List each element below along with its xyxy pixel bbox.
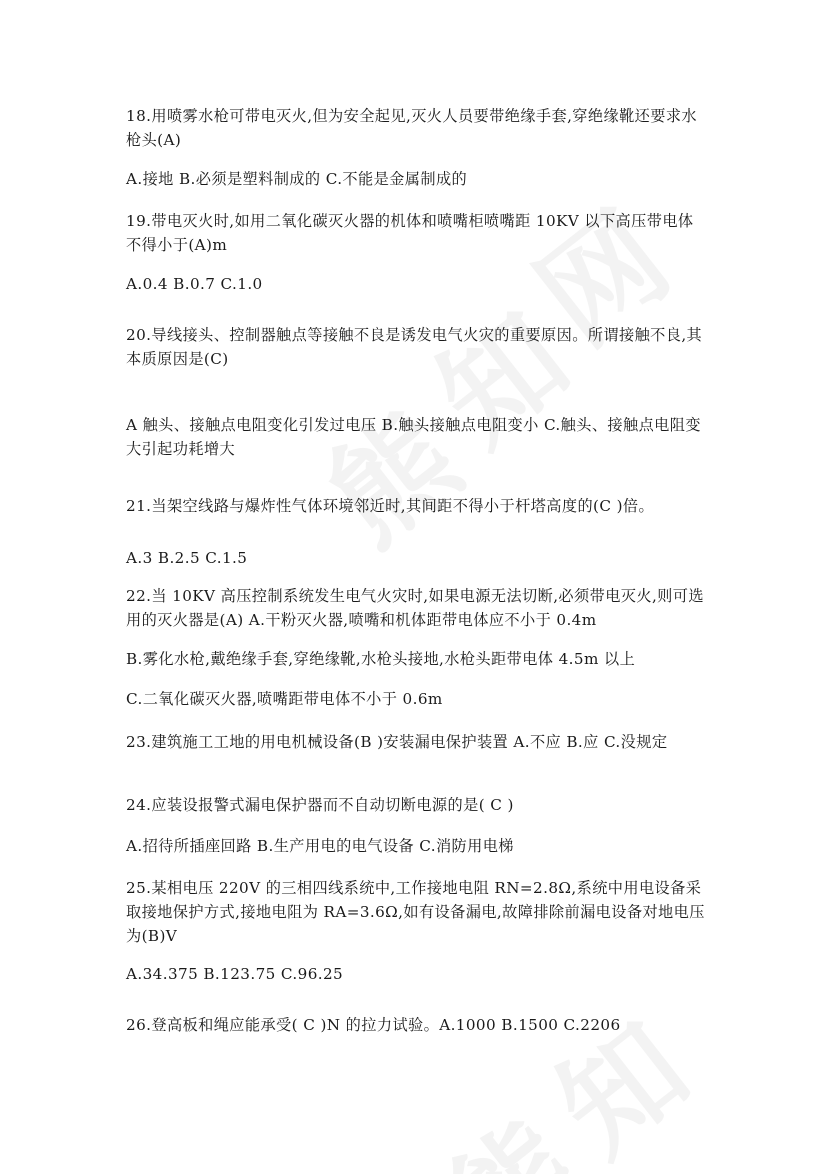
question-24-stem: 24.应装设报警式漏电保护器而不自动切断电源的是( C ) xyxy=(126,796,514,814)
watermark-glyph xyxy=(430,1106,598,1174)
question-20-options: A 触头、接触点电阻变化引发过电压 B.触头接触点电阻变小 C.触头、接触点电阻变大引起功耗增大 xyxy=(126,416,701,458)
question-24-options: A.招待所插座回路 B.生产用电的电气设备 C.消防用电梯 xyxy=(126,837,514,855)
question-18-options: A.接地 B.必须是塑料制成的 C.不能是金属制成的 xyxy=(126,170,468,188)
question-19-stem: 19.带电灭火时,如用二氧化碳灭火器的机体和喷嘴柜喷嘴距 10KV 以下高压带电体不得小于(A)m xyxy=(126,212,694,254)
question-25-stem: 25.某相电压 220V 的三相四线系统中,工作接地电阻 RN=2.8Ω,系统中用电设备采取接地保护方式,接地电阻为 RA=3.6Ω,如有设备漏电,故障排除前漏电设备对地电压为(B)V xyxy=(126,879,705,945)
question-21-options: A.3 B.2.5 C.1.5 xyxy=(126,549,248,567)
question-23-stem: 23.建筑施工工地的用电机械设备(B )安装漏电保护装置 A.不应 B.应 C.没规定 xyxy=(126,733,668,751)
question-21-stem: 21.当架空线路与爆炸性气体环境邻近时,其间距不得小于杆塔高度的(C )倍。 xyxy=(126,497,655,515)
question-18-stem: 18.用喷雾水枪可带电灭火,但为安全起见,灭火人员要带绝缘手套,穿绝缘靴还要求水枪头(A) xyxy=(126,107,698,149)
question-26-stem: 26.登高板和绳应能承受( C )N 的拉力试验。A.1000 B.1500 C.2206 xyxy=(126,1016,621,1034)
question-22-option-c: C.二氧化碳灭火器,喷嘴距带电体不小于 0.6m xyxy=(126,690,443,708)
question-25-options: A.34.375 B.123.75 C.96.25 xyxy=(126,965,344,983)
question-22-stem: 22.当 10KV 高压控制系统发生电气火灾时,如果电源无法切断,必须带电灭火,则可选用的灭火器是(A) A.干粉灭火器,喷嘴和机体距带电体应不小于 0.4m xyxy=(126,587,704,629)
question-20-stem: 20.导线接头、控制器触点等接触不良是诱发电气火灾的重要原因。所谓接触不良,其本质原因是(C) xyxy=(126,326,703,368)
question-19-options: A.0.4 B.0.7 C.1.0 xyxy=(126,275,263,293)
question-22-option-b: B.雾化水枪,戴绝缘手套,穿绝缘靴,水枪头接地,水枪头距带电体 4.5m 以上 xyxy=(126,650,636,668)
